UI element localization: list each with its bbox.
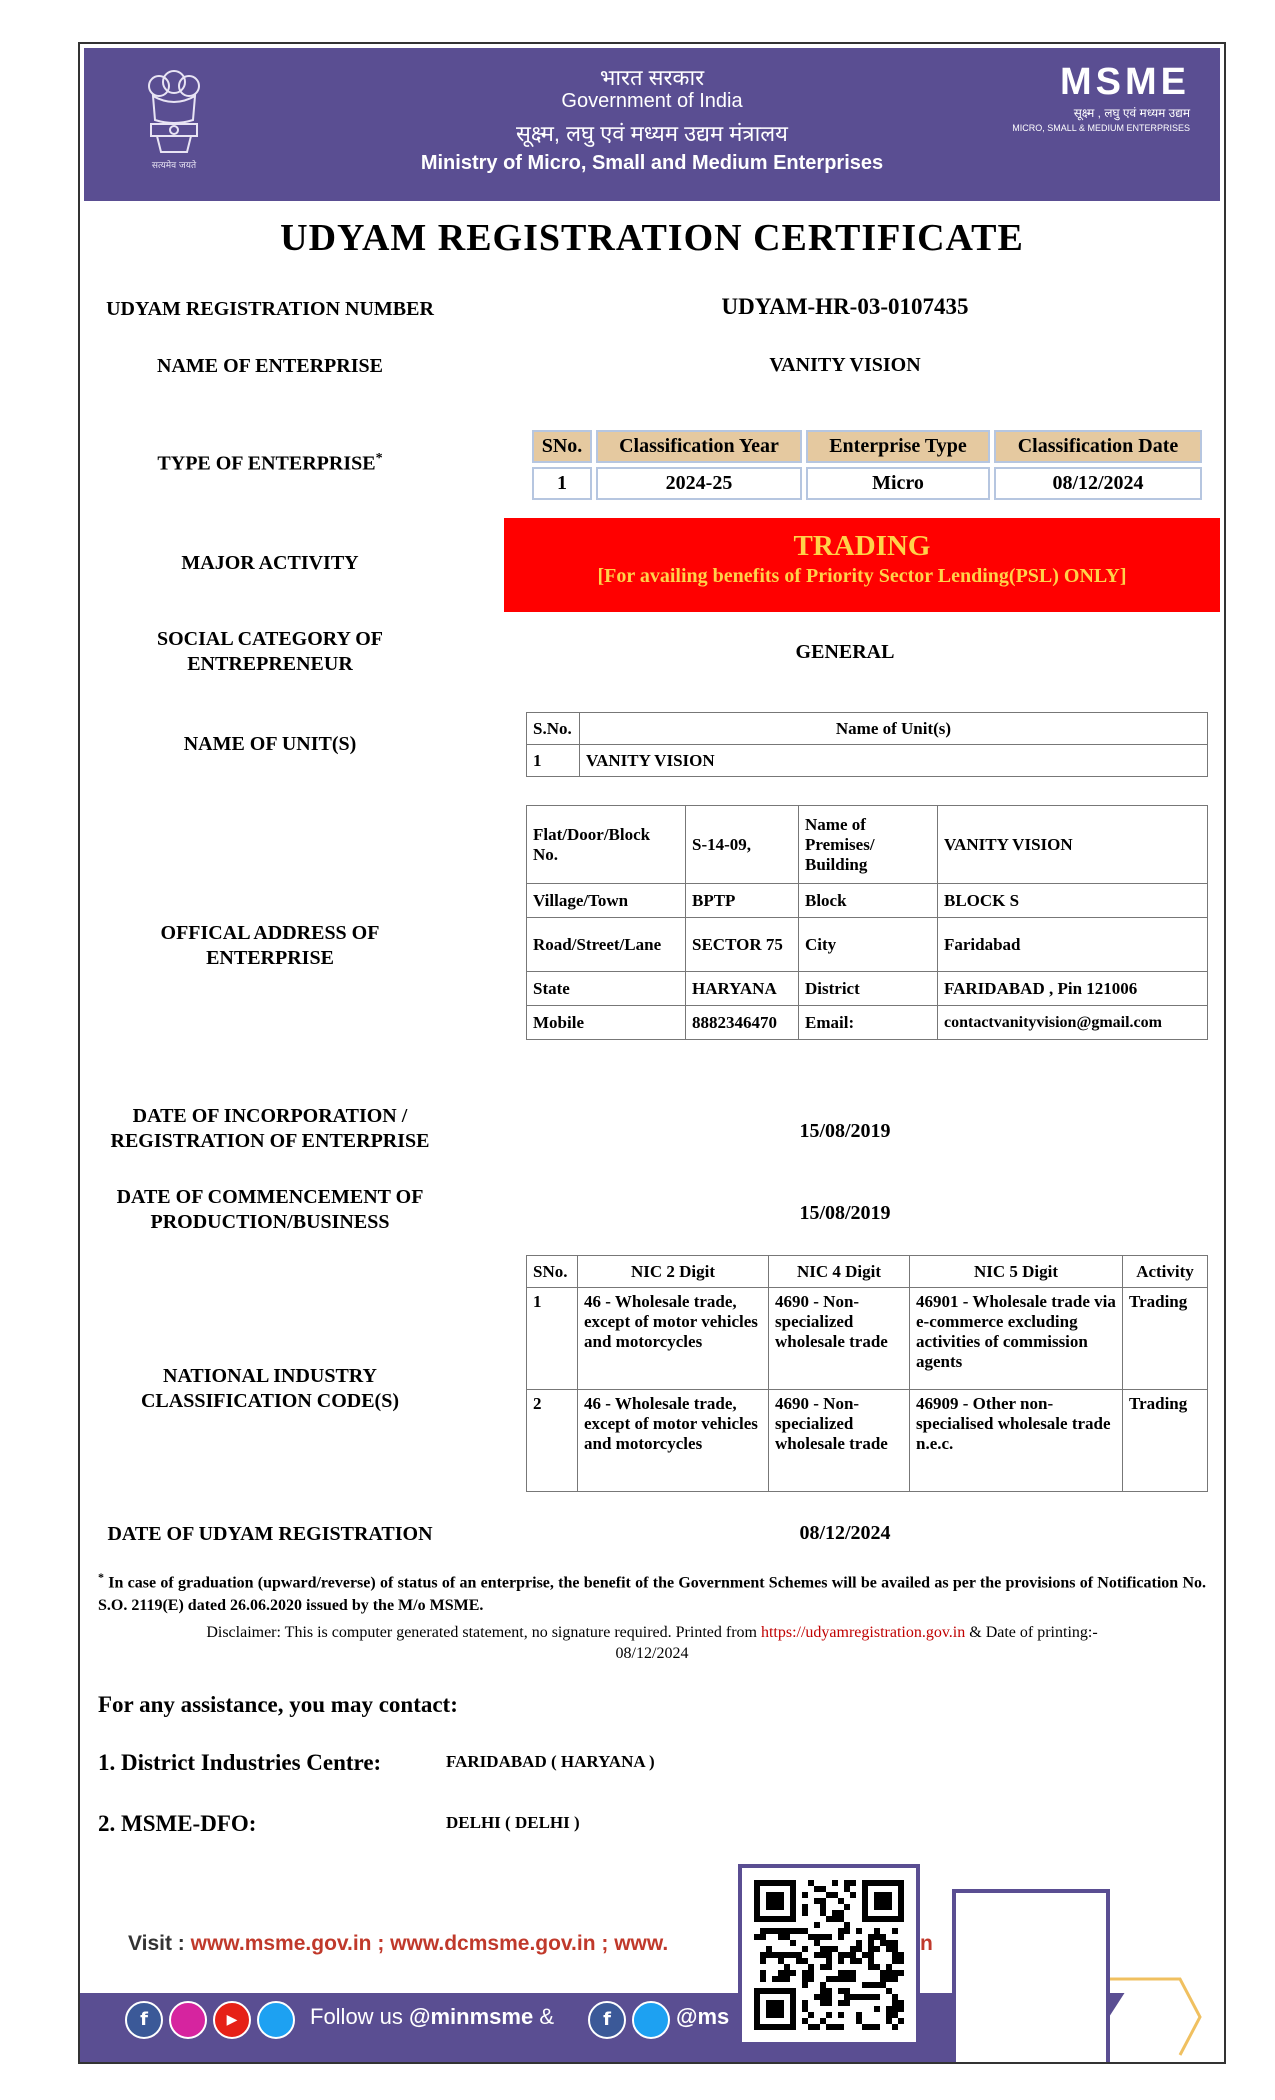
addr-village: BPTP (686, 884, 799, 918)
nic-header-activity: Activity (1123, 1256, 1208, 1288)
msme-websites[interactable]: www.msme.gov.in ; www.dcmsme.gov.in ; www. (190, 1932, 669, 1955)
incorp-date: 15/08/2019 (799, 1120, 891, 1142)
handle-2: @ms (676, 2004, 730, 2029)
units-label: NAME OF UNIT(S) (183, 733, 357, 755)
cls-type: Micro (806, 467, 990, 500)
address-label: OFFICAL ADDRESS OF ENTERPRISE (160, 922, 380, 969)
addr-city: Faridabad (938, 918, 1208, 972)
certificate-title: UDYAM REGISTRATION CERTIFICATE (280, 217, 1024, 259)
unit-name: VANITY VISION (580, 745, 1208, 777)
twitter-icon-2[interactable] (632, 2001, 670, 2039)
addr-mobile: 8882346470 (686, 1006, 799, 1040)
addr-block: BLOCK S (938, 884, 1208, 918)
addr-road-label: Road/Street/Lane (527, 918, 686, 972)
units-header-name: Name of Unit(s) (580, 713, 1208, 745)
units-header-sno: S.No. (527, 713, 580, 745)
addr-mobile-label: Mobile (527, 1006, 686, 1040)
cls-year: 2024-25 (596, 467, 802, 500)
disclaimer-link[interactable]: https://udyamregistration.gov.in (760, 1624, 966, 1641)
enterprise-name: VANITY VISION (769, 354, 921, 376)
dfo-label: 2. MSME-DFO: (98, 1811, 257, 1836)
addr-district: FARIDABAD , Pin 121006 (938, 972, 1208, 1006)
header-govt: Government of India (561, 90, 743, 112)
nic-row-2-5digit: 46909 - Other non-specialised wholesale trade n.e.c. (910, 1390, 1123, 1492)
nic-row-2-activity: Trading (1123, 1390, 1208, 1492)
header-band (84, 48, 1220, 201)
major-activity-label: MAJOR ACTIVITY (181, 552, 359, 574)
addr-flat: S-14-09, (686, 806, 799, 884)
nic-header-4digit: NIC 4 Digit (769, 1256, 910, 1288)
msme-logo: MSME सूक्ष्म , लघु एवं मध्यम उद्यम MICRO, SMALL & MEDIUM ENTERPRISES (1012, 61, 1190, 133)
reg-number: UDYAM-HR-03-0107435 (721, 294, 969, 319)
twitter-icon[interactable] (257, 2001, 295, 2039)
social-category: GENERAL (795, 641, 895, 663)
udyam-date: 08/12/2024 (799, 1522, 891, 1544)
dic-label: 1. District Industries Centre: (98, 1750, 382, 1775)
addr-flat-label: Flat/Door/Block No. (527, 806, 686, 884)
dic-value: FARIDABAD ( HARYANA ) (446, 1752, 655, 1771)
addr-email-label: Email: (799, 1006, 938, 1040)
cls-date: 08/12/2024 (994, 467, 1202, 500)
header-hindi-govt: भारत सरकार (599, 65, 705, 90)
classification-table (528, 426, 1206, 504)
addr-email: contactvanityvision@gmail.com (938, 1006, 1208, 1040)
nic-row-1-sno: 1 (527, 1288, 578, 1390)
graduation-note: * In case of graduation (upward/reverse) of status of an enterprise, the benefit of the Government Schemes will be availed as per the provisions of Notification No. S.O. 2119(E) dated 26.06.2020 issued by the M/o MSME. (98, 1570, 1207, 1615)
nic-header-sno: SNo. (527, 1256, 578, 1288)
addr-state: HARYANA (686, 972, 799, 1006)
major-activity: TRADING (793, 530, 931, 562)
enterprise-type-label: TYPE OF ENTERPRISE* (157, 451, 383, 475)
nic-label: NATIONAL INDUSTRY CLASSIFICATION CODE(S) (140, 1365, 399, 1412)
reg-number-label: UDYAM REGISTRATION NUMBER (106, 298, 434, 320)
nic-header-2digit: NIC 2 Digit (578, 1256, 769, 1288)
addr-premises-label: Name of Premises/ Building (799, 806, 938, 884)
nic-row-2-2digit: 46 - Wholesale trade, except of motor vehicles and motorcycles (578, 1390, 769, 1492)
nic-row-1-activity: Trading (1123, 1288, 1208, 1390)
facebook-icon[interactable]: f (125, 2001, 163, 2039)
nic-row-1-4digit: 4690 - Non-specialized wholesale trade (769, 1288, 910, 1390)
visit-line: Visit : www.msme.gov.in ; www.dcmsme.gov.in ; www. (128, 1932, 669, 1955)
header-ministry: Ministry of Micro, Small and Medium Enterprises (420, 152, 884, 174)
udyam-date-label: DATE OF UDYAM REGISTRATION (107, 1523, 433, 1545)
major-activity-box (504, 518, 1220, 612)
commence-date: 15/08/2019 (799, 1202, 891, 1224)
cls-header-year: Classification Year (596, 430, 802, 463)
header-hindi-ministry: सूक्ष्म, लघु एवं मध्यम उद्यम मंत्रालय (516, 121, 788, 146)
nic-row-2-4digit: 4690 - Non-specialized wholesale trade (769, 1390, 910, 1492)
unit-sno: 1 (527, 745, 580, 777)
addr-block-label: Block (799, 884, 938, 918)
cls-sno: 1 (532, 467, 592, 500)
nic-row-1-2digit: 46 - Wholesale trade, except of motor vehicles and motorcycles (578, 1288, 769, 1390)
major-activity-note: [For availing benefits of Priority Sector Lending(PSL) ONLY] (597, 565, 1127, 587)
enterprise-name-label: NAME OF ENTERPRISE (157, 355, 383, 377)
qr-code (738, 1864, 920, 2046)
commence-label: DATE OF COMMENCEMENT OF PRODUCTION/BUSINESS (116, 1186, 424, 1233)
nic-row-1-5digit: 46901 - Wholesale trade via e-commerce excluding activities of commission agents (910, 1288, 1123, 1390)
addr-state-label: State (527, 972, 686, 1006)
website-tail: n (920, 1932, 933, 1955)
print-date: 08/12/2024 (615, 1645, 689, 1662)
cls-header-sno: SNo. (532, 430, 592, 463)
addr-premises: VANITY VISION (938, 806, 1208, 884)
units-table (526, 712, 1208, 777)
address-table (526, 805, 1208, 1040)
nic-row-2-sno: 2 (527, 1390, 578, 1492)
addr-city-label: City (799, 918, 938, 972)
addr-village-label: Village/Town (527, 884, 686, 918)
cls-header-date: Classification Date (994, 430, 1202, 463)
certificate-frame (78, 42, 1226, 2064)
cls-header-type: Enterprise Type (806, 430, 990, 463)
nic-header-5digit: NIC 5 Digit (910, 1256, 1123, 1288)
facebook-icon-2[interactable]: f (588, 2001, 626, 2039)
photo-box (952, 1889, 1110, 2064)
contact-heading: For any assistance, you may contact: (98, 1692, 458, 1717)
msme-handle[interactable]: @minmsme (409, 2004, 534, 2029)
disclaimer: Disclaimer: This is computer generated statement, no signature required. Printed from https://udyamregistration.gov.in & Date of printing:- 08/12/2024 (206, 1624, 1098, 1662)
dfo-value: DELHI ( DELHI ) (446, 1813, 580, 1832)
instagram-icon[interactable] (169, 2001, 207, 2039)
addr-road: SECTOR 75 (686, 918, 799, 972)
addr-district-label: District (799, 972, 938, 1006)
follow-text: Follow us @minmsme & (310, 2004, 555, 2029)
youtube-icon[interactable]: ▶ (213, 2001, 251, 2039)
nic-table (526, 1255, 1208, 1492)
social-category-label: SOCIAL CATEGORY OF ENTREPRENEUR (157, 628, 383, 675)
svg-text:सत्यमेव जयते: सत्यमेव जयते (151, 161, 197, 171)
incorp-label: DATE OF INCORPORATION / REGISTRATION OF ENTERPRISE (110, 1105, 430, 1152)
